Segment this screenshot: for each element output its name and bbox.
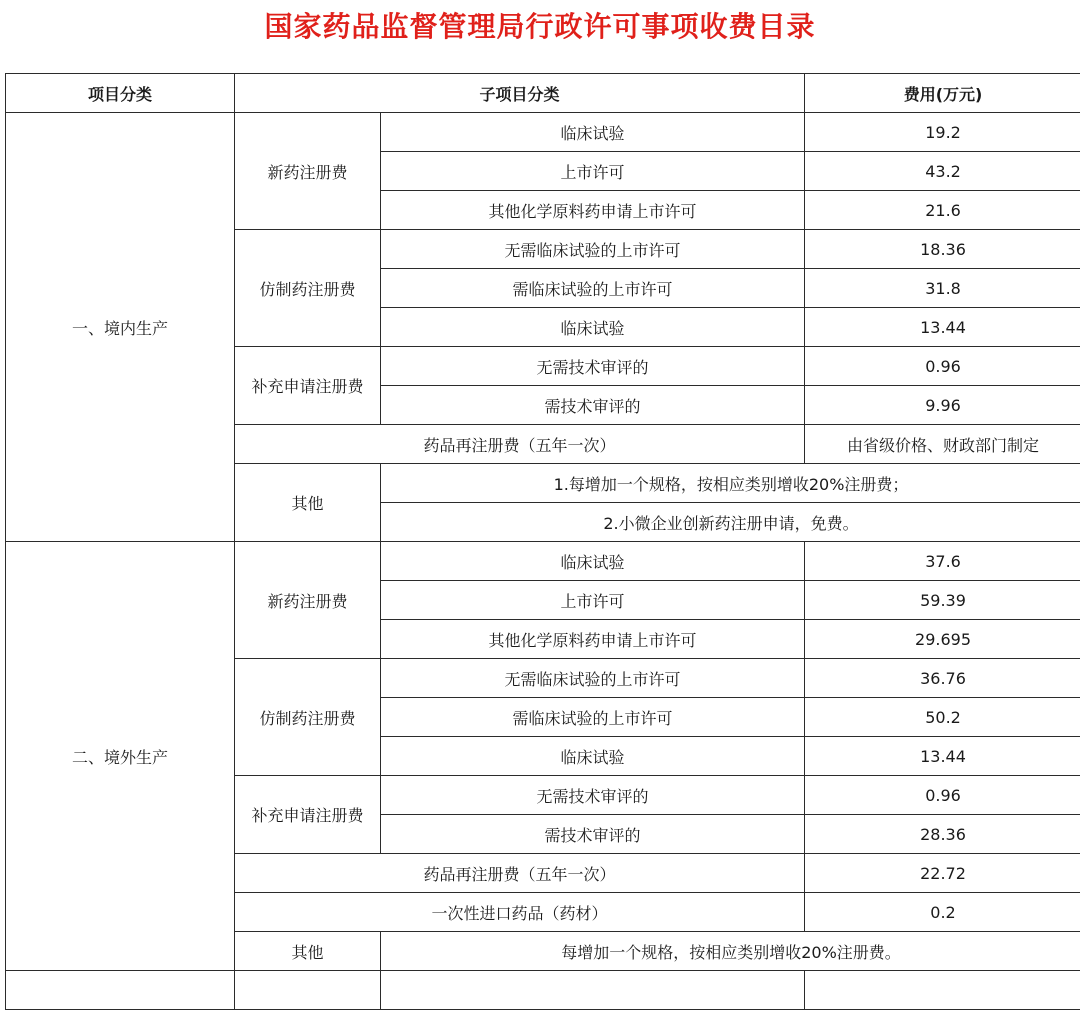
subcategory-generic: 仿制药注册费 — [235, 230, 381, 347]
item-name: 临床试验 — [381, 542, 805, 581]
header-subcategory: 子项目分类 — [235, 74, 805, 113]
item-name: 无需技术审评的 — [381, 347, 805, 386]
item-name: 其他化学原料药申请上市许可 — [381, 620, 805, 659]
item-fee: 21.6 — [805, 191, 1080, 230]
item-name: 无需临床试验的上市许可 — [381, 659, 805, 698]
category-domestic: 一、境内生产 — [6, 113, 235, 542]
cut-cell — [235, 971, 381, 1010]
item-import-once: 一次性进口药品（药材） — [235, 893, 805, 932]
item-name: 需技术审评的 — [381, 386, 805, 425]
item-fee: 0.2 — [805, 893, 1080, 932]
item-fee: 36.76 — [805, 659, 1080, 698]
item-fee: 31.8 — [805, 269, 1080, 308]
cut-cell — [381, 971, 805, 1010]
item-fee: 0.96 — [805, 347, 1080, 386]
cut-cell — [6, 971, 235, 1010]
item-fee: 9.96 — [805, 386, 1080, 425]
subcategory-new-drug: 新药注册费 — [235, 542, 381, 659]
item-name: 临床试验 — [381, 737, 805, 776]
subcategory-other: 其他 — [235, 932, 381, 971]
item-fee: 19.2 — [805, 113, 1080, 152]
item-fee: 50.2 — [805, 698, 1080, 737]
item-fee: 13.44 — [805, 737, 1080, 776]
other-note: 1.每增加一个规格，按相应类别增收20%注册费； — [381, 464, 1080, 503]
page-title: 国家药品监督管理局行政许可事项收费目录 — [0, 4, 1080, 50]
item-name: 需技术审评的 — [381, 815, 805, 854]
item-fee: 22.72 — [805, 854, 1080, 893]
subcategory-other: 其他 — [235, 464, 381, 542]
item-name: 上市许可 — [381, 152, 805, 191]
item-fee: 13.44 — [805, 308, 1080, 347]
table-row — [6, 542, 1080, 581]
header-fee: 费用(万元) — [805, 74, 1080, 113]
item-reregistration: 药品再注册费（五年一次） — [235, 425, 805, 464]
table-row-cut — [6, 971, 1080, 1010]
item-fee: 59.39 — [805, 581, 1080, 620]
item-name: 无需技术审评的 — [381, 776, 805, 815]
item-name: 临床试验 — [381, 113, 805, 152]
item-name: 需临床试验的上市许可 — [381, 698, 805, 737]
subcategory-supplement: 补充申请注册费 — [235, 776, 381, 854]
item-fee: 37.6 — [805, 542, 1080, 581]
other-note: 每增加一个规格，按相应类别增收20%注册费。 — [381, 932, 1080, 971]
item-name: 需临床试验的上市许可 — [381, 269, 805, 308]
subcategory-supplement: 补充申请注册费 — [235, 347, 381, 425]
header-row — [6, 74, 1080, 113]
category-foreign: 二、境外生产 — [6, 542, 235, 971]
item-name: 其他化学原料药申请上市许可 — [381, 191, 805, 230]
item-fee: 0.96 — [805, 776, 1080, 815]
item-fee: 43.2 — [805, 152, 1080, 191]
other-note: 2.小微企业创新药注册申请，免费。 — [381, 503, 1080, 542]
item-fee: 由省级价格、财政部门制定 — [805, 425, 1080, 464]
item-name: 上市许可 — [381, 581, 805, 620]
table-row — [6, 113, 1080, 152]
item-reregistration: 药品再注册费（五年一次） — [235, 854, 805, 893]
cut-cell — [805, 971, 1080, 1010]
subcategory-generic: 仿制药注册费 — [235, 659, 381, 776]
item-fee: 29.695 — [805, 620, 1080, 659]
item-name: 临床试验 — [381, 308, 805, 347]
item-name: 无需临床试验的上市许可 — [381, 230, 805, 269]
header-category: 项目分类 — [6, 74, 235, 113]
subcategory-new-drug: 新药注册费 — [235, 113, 381, 230]
item-fee: 18.36 — [805, 230, 1080, 269]
item-fee: 28.36 — [805, 815, 1080, 854]
fee-table — [5, 73, 1080, 1010]
